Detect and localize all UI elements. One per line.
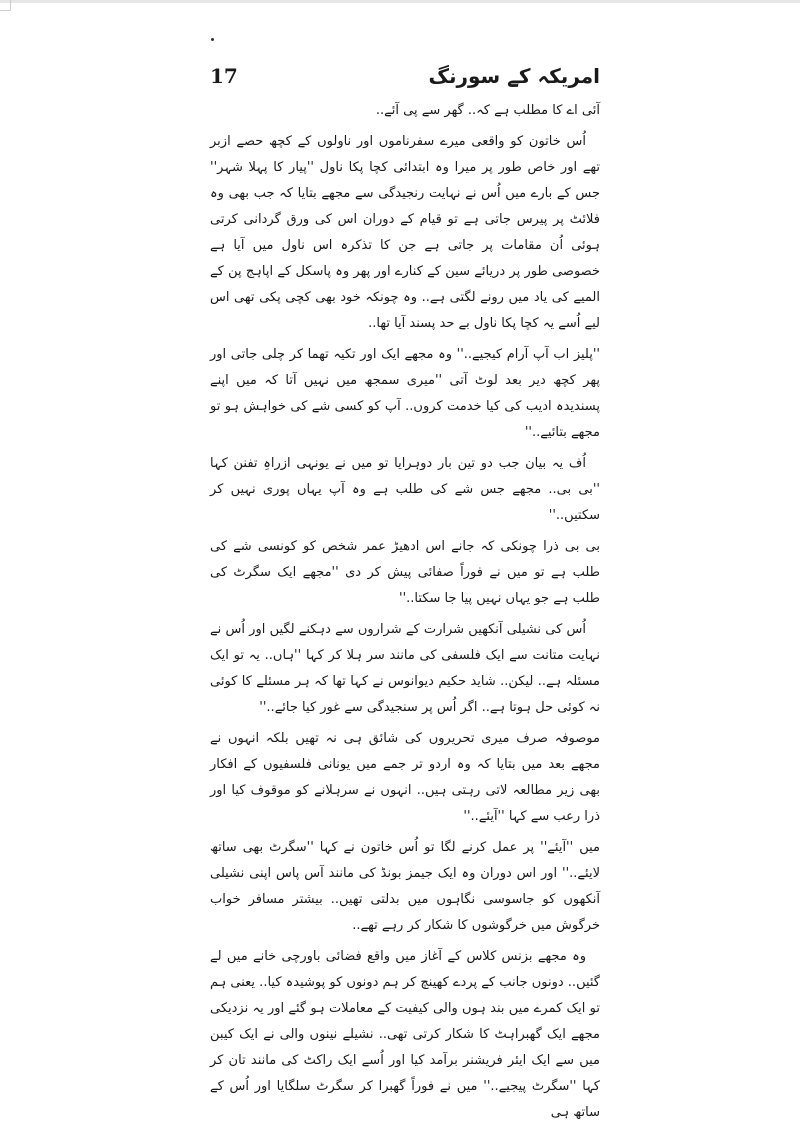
paragraph: اُس خاتون کو واقعی میرے سفرناموں اور ناولوں کے کچھ حصے ازبر تھے اور خاص طور پر میرا وہ ابتدائی کچا پکا ناول ''پیار کا پہلا شہر'' جس کے بارے میں اُس نے نہایت رنجیدگی سے مجھے بتایا کہ جب بھی وہ فلائٹ پر پیرس جاتی ہے تو قیام کے دوران اس کی ورق گردانی کرتی ہوئی اُن مقامات پر جاتی ہے جن کا تذکرہ اس ناول میں آیا ہے خصوصی طور پر دریائے سین کے کنارے اور پھر وہ پاسکل کے اپاہج پن کے المیے کی یاد میں رونے لگتی ہے.. وہ چونکہ خود بھی کچی پکی تھی اس لیے اُسے یہ کچا پکا ناول بے حد پسند آیا تھا.. xyxy=(210,134,600,331)
scan-top-edge xyxy=(0,0,800,3)
paragraph: میں ''آیئے'' پر عمل کرنے لگا تو اُس خاتون نے کہا ''سگرٹ بھی ساتھ لایئے..'' اور اس دوران وہ ایک جیمز بونڈ کی مانند آس پاس اپنی نشیلی آنکھوں کو جاسوسی نگاہوں میں بدلتی تھیں.. بیشتر مسافر خواب خرگوش میں خرگوشوں کا شکار کر رہے تھے.. xyxy=(210,840,600,933)
ink-speck xyxy=(211,38,214,41)
paragraph: وہ مجھے بزنس کلاس کے آغاز میں واقع فضائی باورچی خانے میں لے گئیں.. دونوں جانب کے پردے کھینچ کر ہم دونوں کو پوشیدہ کیا.. یعنی ہم تو ایک کمرے میں بند ہوں والی کیفیت کے معاملات ہو گئے اور یہ نزدیکی مجھے ایک گھبراہٹ کا شکار کرتی تھی.. نشیلے نینوں والی نے ایک کیبن میں سے ایک ایئر فریشنر برآمد کیا اور اُسے ایک راکٹ کی مانند تان کر کہا ''سگرٹ پیجیے..'' میں نے فوراً گھبرا کر سگرٹ سلگایا اور اُس کے ساتھ ہی xyxy=(210,949,600,1120)
running-title: امریکہ کے سورنگ xyxy=(428,64,600,88)
paragraph: اُف یہ بیان جب دو تین بار دوہرایا تو میں نے یونہی ازراہِ تفنن کہا ''بی بی.. مجھے جس شے کی طلب ہے وہ آپ یہاں پوری نہیں کر سکتیں..'' xyxy=(210,456,600,523)
paragraph: آئی اے کا مطلب ہے کہ.. گھر سے پی آئے.. xyxy=(375,103,600,118)
paragraph: بی بی ذرا چونکی کہ جانے اس ادھیڑ عمر شخص کو کونسی شے کی طلب ہے تو میں نے فوراً صفائی پیش کر دی ''مجھے ایک سگرٹ کی طلب ہے جو یہاں نہیں پیا جا سکتا..'' xyxy=(210,539,600,606)
page-header xyxy=(210,60,600,96)
paragraph: اُس کی نشیلی آنکھیں شرارت کے شراروں سے دہکنے لگیں اور اُس نے نہایت متانت سے ایک فلسفی کی مانند سر ہلا کر کہا ''ہاں.. یہ تو ایک مسئلہ ہے.. لیکن.. شاید حکیم دیوانوس نے کہا تھا کہ ہر مسئلے کا کوئی نہ کوئی حل ہوتا ہے.. اگر اُس پر سنجیدگی سے غور کیا جائے..'' xyxy=(210,622,600,715)
page-number: 17 xyxy=(210,64,238,88)
scan-corner-mark xyxy=(0,0,11,11)
body-text xyxy=(210,98,600,1120)
paragraph: موصوفہ صرف میری تحریروں کی شائق ہی نہ تھیں بلکہ انہوں نے مجھے بعد میں بتایا کہ وہ اردو تر جمے میں یونانی فلسفیوں کے افکار بھی زیر مطالعہ لاتی رہتی ہیں.. انہوں نے سرہلانے کو موقوف کیا اور ذرا رعب سے کہا ''آیئے..'' xyxy=(210,731,600,824)
paragraph: ''پلیز اب آپ آرام کیجیے..'' وہ مجھے ایک اور تکیہ تھما کر چلی جاتی اور پھر کچھ دیر بعد لوٹ آتی ''میری سمجھ میں نہیں آتا کہ میں اپنے پسندیدہ ادیب کی کیا خدمت کروں.. آپ کو کسی شے کی خواہش ہو تو مجھے بتائیے..'' xyxy=(210,347,600,440)
